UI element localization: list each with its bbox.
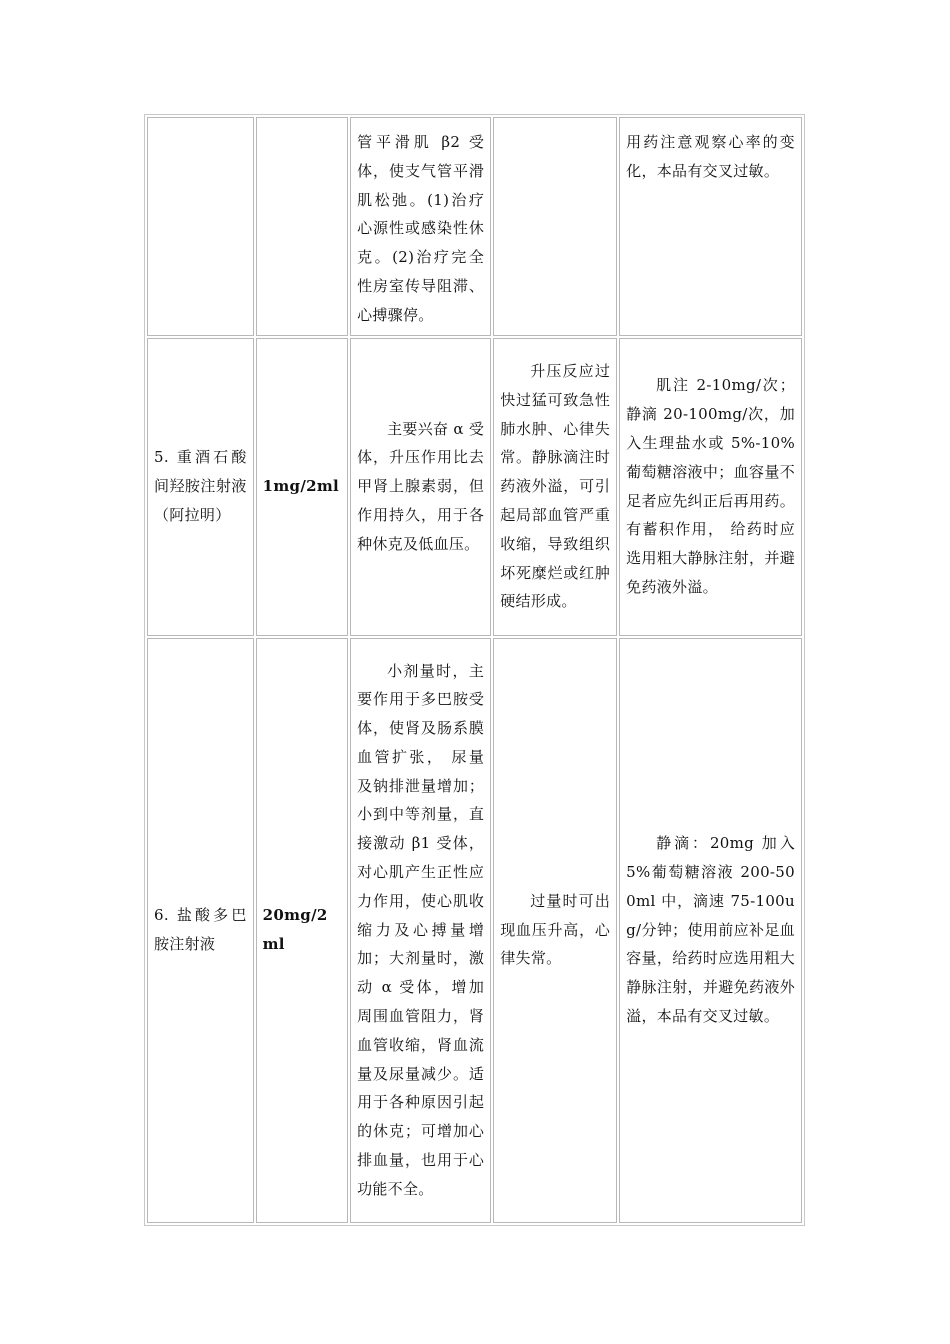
adverse-text: 升压反应过快过猛可致急性肺水肿、心律失常。静脉滴注时药液外溢，可引起局部血管严重收缩，导致组织坏死糜烂或红肿硬结形成。 (500, 361, 611, 611)
adverse-text: 过量时可出现血压升高，心律失常。 (500, 891, 611, 968)
adverse-cell (493, 117, 617, 336)
usage-text: 肌注 2-10mg/次；静滴 20-100mg/次，加入生理盐水或 5%-10%葡萄糖溶液中；血容量不足者应先纠正后再用药。有蓄积作用， 给药时应选用粗大静脉注射，并避免药液外溢。 (626, 376, 795, 596)
dose-cell: 1mg/2ml (256, 338, 348, 636)
dose-cell: 20mg/2ml (256, 638, 348, 1223)
adverse-cell (493, 638, 617, 1223)
action-text: 小剂量时，主要作用于多巴胺受体，使肾及肠系膜血管扩张， 尿量及钠排泄量增加；小到中等剂量，直接激动 β1 受体， 对心肌产生正性应力作用，使心肌收缩力及心搏量增加；大剂量时，激动 α 受体，增加周围血管阻力，肾血管收缩，肾血流量及尿量减少。适用于各种原因引起的休克；可增加心排血量，也用于心功能不全。 (357, 661, 485, 1198)
usage-text: 用药注意观察心率的变化，本品有交叉过敏。 (626, 133, 795, 180)
action-text: 管平滑肌 β2 受体，使支气管平滑肌松弛。(1)治疗心源性或感染性休克。(2)治疗完全性房室传导阻滞、心搏骤停。 (357, 133, 485, 324)
drug-name-cell: 5. 重酒石酸间羟胺注射液（阿拉明） (147, 338, 254, 636)
table-row (147, 338, 802, 636)
usage-cell (619, 638, 802, 1223)
drug-name-cell: 6. 盐酸多巴胺注射液 (147, 638, 254, 1223)
drug-name-cell (147, 117, 254, 336)
usage-cell (619, 117, 802, 336)
action-cell (350, 117, 491, 336)
action-cell (350, 338, 491, 636)
action-text: 主要兴奋 α 受体，升压作用比去甲肾上腺素弱，但作用持久，用于各种休克及低血压。 (357, 419, 485, 553)
usage-cell (619, 338, 802, 636)
table-row (147, 117, 802, 336)
action-cell (350, 638, 491, 1223)
dose-cell (256, 117, 348, 336)
drug-table (144, 114, 805, 1226)
usage-text: 静滴：20mg 加入 5%葡萄糖溶液 200-500ml 中，滴速 75-100ug/分钟；使用前应补足血容量，给药时应选用粗大静脉注射，并避免药液外溢，本品有交叉过敏。 (626, 834, 795, 1026)
adverse-cell (493, 338, 617, 636)
table-row (147, 638, 802, 1223)
